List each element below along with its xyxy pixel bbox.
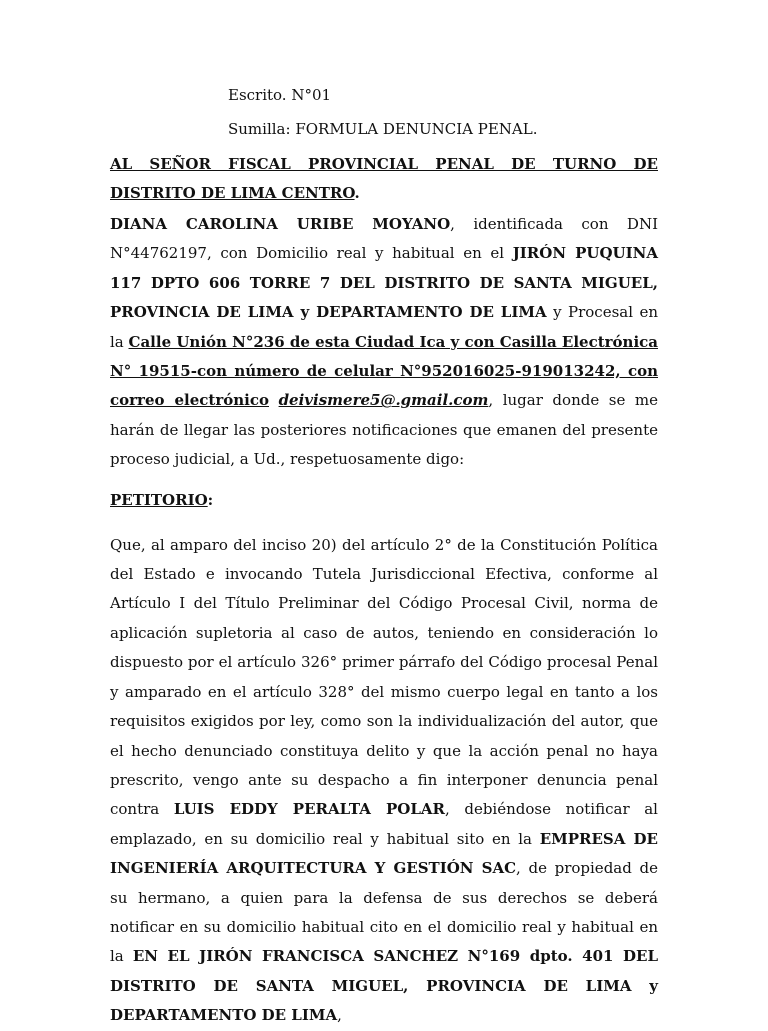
complainant-name: DIANA CAROLINA URIBE MOYANO	[110, 215, 451, 233]
petitorio-paragraph	[110, 531, 658, 1031]
petitorio-text-1: Que, al amparo del inciso 20) del artículo 2° de la Constitución Política del Estado e invocando Tutela Jurisdiccional Efectiva, conforme al Artículo I del Título Preliminar del Código Procesal Civil, norma de aplicación supletoria al caso de autos, teniendo en consideración lo dispuesto por el artículo 326° primer párrafo del Código procesal Penal y amparado en el artículo 328° del mismo cuerpo legal en tanto a los requisitos exigidos por ley, como son la individualización del autor, que el hecho denunciado constituya delito y que la acción penal no haya prescrito, vengo ante su despacho a fin interponer denuncia penal contra	[110, 535, 658, 819]
email-address: deivismere5@.gmail.com	[278, 391, 489, 410]
real-department: DEPARTAMENTO DE LIMA	[316, 303, 547, 322]
accused-department: DEPARTAMENTO DE LIMA	[110, 1006, 338, 1025]
petitorio-title: PETITORIO	[110, 490, 208, 509]
petitorio-text-4: y	[631, 976, 658, 995]
petitorio-text-5: ,	[337, 1006, 342, 1025]
intro-text-1: , identificada con DNI N°44762197, con Domicilio real y habitual en el	[110, 215, 658, 263]
intro-text-5: , lugar donde se me harán de llegar las posteriores notificaciones que emanen del presente proceso judicial, a Ud., respetuosamente digo:	[110, 391, 658, 469]
real-address: JIRÓN PUQUINA 117 DPTO 606 TORRE 7 DEL DISTRITO DE SANTA MIGUEL, PROVINCIA DE LIMA	[110, 244, 659, 322]
petitorio-text-3: , de propiedad de su hermano, a quien para la defensa de sus derechos se deberá notificar en su domicilio habitual cito en el domicilio real y habitual en la	[110, 859, 658, 966]
procesal-address: Calle Unión N°236 de esta Ciudad Ica y con Casilla Electrónica N° 19515-con número de celular N°952016025-919013242, con correo electrónico	[110, 332, 659, 410]
addressee	[110, 150, 658, 208]
intro-text-4	[269, 391, 279, 409]
addressee-period: .	[354, 184, 360, 202]
sumilla: Sumilla: FORMULA DENUNCIA PENAL.	[228, 120, 538, 138]
company-name: EMPRESA DE INGENIERÍA ARQUITECTURA Y GESTIÓN SAC	[110, 829, 658, 878]
escrito-number: Escrito. N°01	[228, 86, 332, 104]
intro-text-2: y	[293, 303, 317, 322]
petitorio-colon: :	[207, 490, 214, 509]
addressee-text: AL SEÑOR FISCAL PROVINCIAL PENAL DE TURNO DE DISTRITO DE LIMA CENTRO	[110, 155, 658, 202]
accused-address: EN EL JIRÓN FRANCISCA SANCHEZ N°169 dpto. 401 DEL DISTRITO DE SANTA MIGUEL, PROVINCIA DE LIMA	[110, 947, 659, 995]
intro-text-3: y Procesal en la	[110, 303, 659, 351]
intro-paragraph	[110, 210, 658, 475]
petitorio-heading	[110, 486, 658, 515]
accused-name: LUIS EDDY PERALTA POLAR	[173, 800, 445, 819]
petitorio-text-2: , debiéndose notificar al emplazado, en su domicilio real y habitual sito en la	[110, 800, 658, 848]
